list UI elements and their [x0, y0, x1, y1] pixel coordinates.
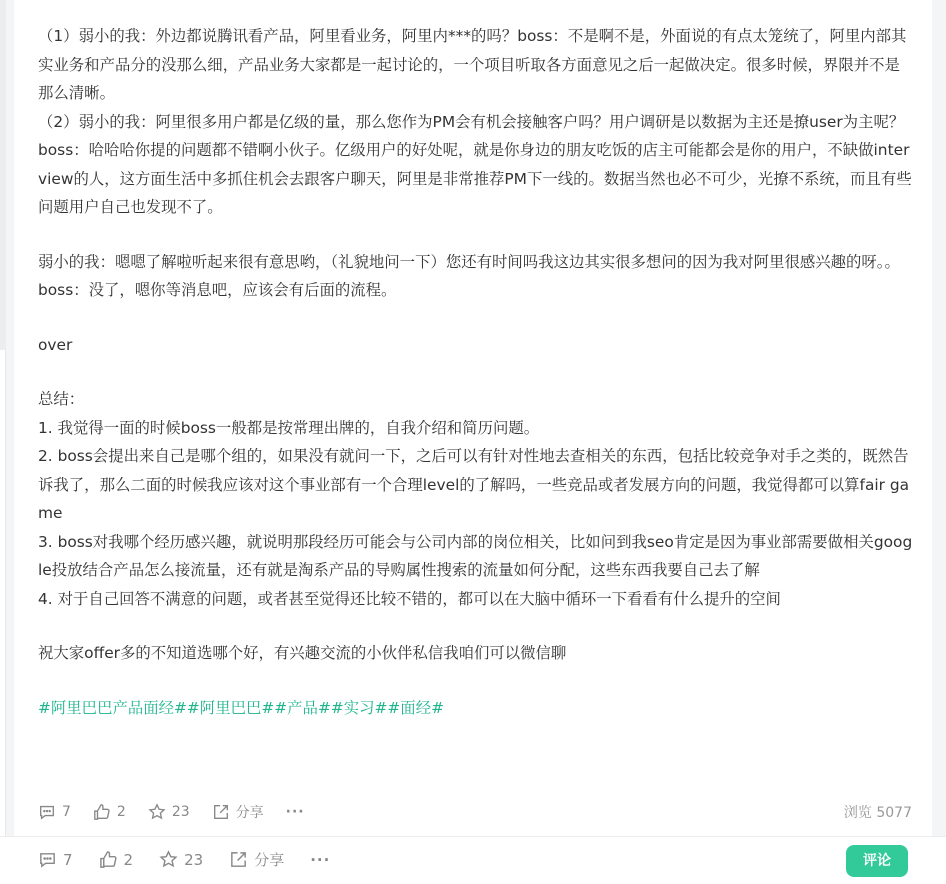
blank-line	[38, 305, 913, 331]
share-label: 分享	[254, 851, 285, 869]
post-content	[38, 22, 913, 722]
paragraph: 2. boss会提出来自己是哪个组的，如果没有就问一下，之后可以有针对性地去查相关的东西，包括比较竞争对手之类的，既然告诉我了，那么二面的时候我应该对这个事业部有一个合理level的了解吗，一些竞品或者发展方向的问题，我觉得都可以算fair game	[38, 447, 910, 522]
share-label: 分享	[235, 805, 264, 821]
paragraph: over	[38, 335, 73, 354]
bottom-action-bar	[0, 836, 946, 884]
like-action[interactable]	[93, 803, 126, 821]
scroll-thumb[interactable]	[0, 0, 6, 350]
paragraph: 弱小的我：嗯嗯了解啦听起来很有意思哟，（礼貌地问一下）您还有时间吗我这边其实很多想问的因为我对阿里很感兴趣的呀。。	[38, 252, 900, 271]
paragraph: 3. boss对我哪个经历感兴趣，就说明那段经历可能会与公司内部的岗位相关，比如问到我seo肯定是因为事业部需要做相关google投放结合产品怎么接流量，还有就是淘系产品的导购属性搜索的流量如何分配，这些东西我要自己去了解	[38, 532, 913, 579]
favorite-action[interactable]	[148, 803, 190, 821]
bottom-favorite-action[interactable]	[159, 850, 203, 869]
post-actions	[38, 800, 327, 824]
bottom-actions	[38, 849, 356, 870]
bottom-share-action[interactable]	[229, 849, 284, 870]
comment-button[interactable]: 评论	[846, 845, 908, 877]
bottom-comment-action[interactable]	[38, 850, 73, 869]
bottom-like-action[interactable]	[99, 850, 134, 869]
comment-count: 7	[62, 804, 71, 820]
topic-tags[interactable]: #阿里巴巴产品面经##阿里巴巴##产品##实习##面经#	[38, 698, 444, 717]
view-count: 浏览 5077	[843, 805, 912, 821]
paragraph: 祝大家offer多的不知道选哪个好，有兴趣交流的小伙伴私信我咱们可以微信聊	[38, 644, 567, 662]
like-count: 2	[123, 850, 134, 869]
more-action[interactable]	[286, 804, 305, 820]
like-icon	[99, 850, 118, 869]
left-scroll-strip	[0, 0, 6, 884]
paragraph: （1）弱小的我：外边都说腾讯看产品，阿里看业务，阿里内***的吗？boss：不是啊不是，外面说的有点太笼统了，阿里内部其实业务和产品分的没那么细，产品业务大家都是一起讨论的，一个项目听取各方面意见之后一起做决定。很多时候，界限并不是那么清晰。	[38, 27, 907, 102]
share-icon	[229, 850, 248, 869]
paragraph: （2）弱小的我：阿里很多用户都是亿级的量，那么您作为PM会有机会接触客户吗？用户调研是以数据为主还是撩user为主呢？boss：哈哈哈你提的问题都不错啊小伙子。亿级用户的好处呢，就是你身边的朋友吃饭的店主可能都会是你的用户，不缺做interview的人，这方面生活中多抓住机会去跟客户聊天，阿里是非常推荐PM下一线的。数据当然也必不可少，光撩不系统，而且有些问题用户自己也发现不了。	[38, 112, 912, 216]
star-icon	[159, 850, 178, 869]
more-icon: ···	[310, 850, 331, 869]
blank-line	[38, 613, 913, 639]
star-icon	[148, 803, 166, 821]
comment-action[interactable]	[38, 803, 71, 821]
comment-count: 7	[63, 850, 73, 869]
comment-icon	[38, 803, 56, 821]
blank-line	[38, 222, 913, 248]
share-action[interactable]	[212, 802, 264, 822]
paragraph: boss：没了，嗯你等消息吧，应该会有后面的流程。	[38, 281, 397, 299]
paragraph: 1. 我觉得一面的时候boss一般都是按常理出牌的，自我介绍和简历问题。	[38, 418, 540, 437]
favorite-count: 23	[171, 804, 190, 820]
bottom-more-action[interactable]	[310, 851, 330, 869]
post-card	[14, 0, 932, 836]
comment-icon	[38, 850, 57, 869]
blank-line	[38, 668, 913, 694]
like-count: 2	[116, 804, 126, 820]
more-icon: ···	[285, 804, 305, 820]
paragraph: 4. 对于自己回答不满意的问题，或者甚至觉得还比较不错的，都可以在大脑中循环一下看看有什么提升的空间	[38, 589, 781, 608]
paragraph: 总结：	[38, 390, 85, 408]
share-icon	[212, 803, 230, 821]
blank-line	[38, 359, 913, 385]
favorite-count: 23	[184, 850, 204, 869]
like-icon	[93, 803, 111, 821]
